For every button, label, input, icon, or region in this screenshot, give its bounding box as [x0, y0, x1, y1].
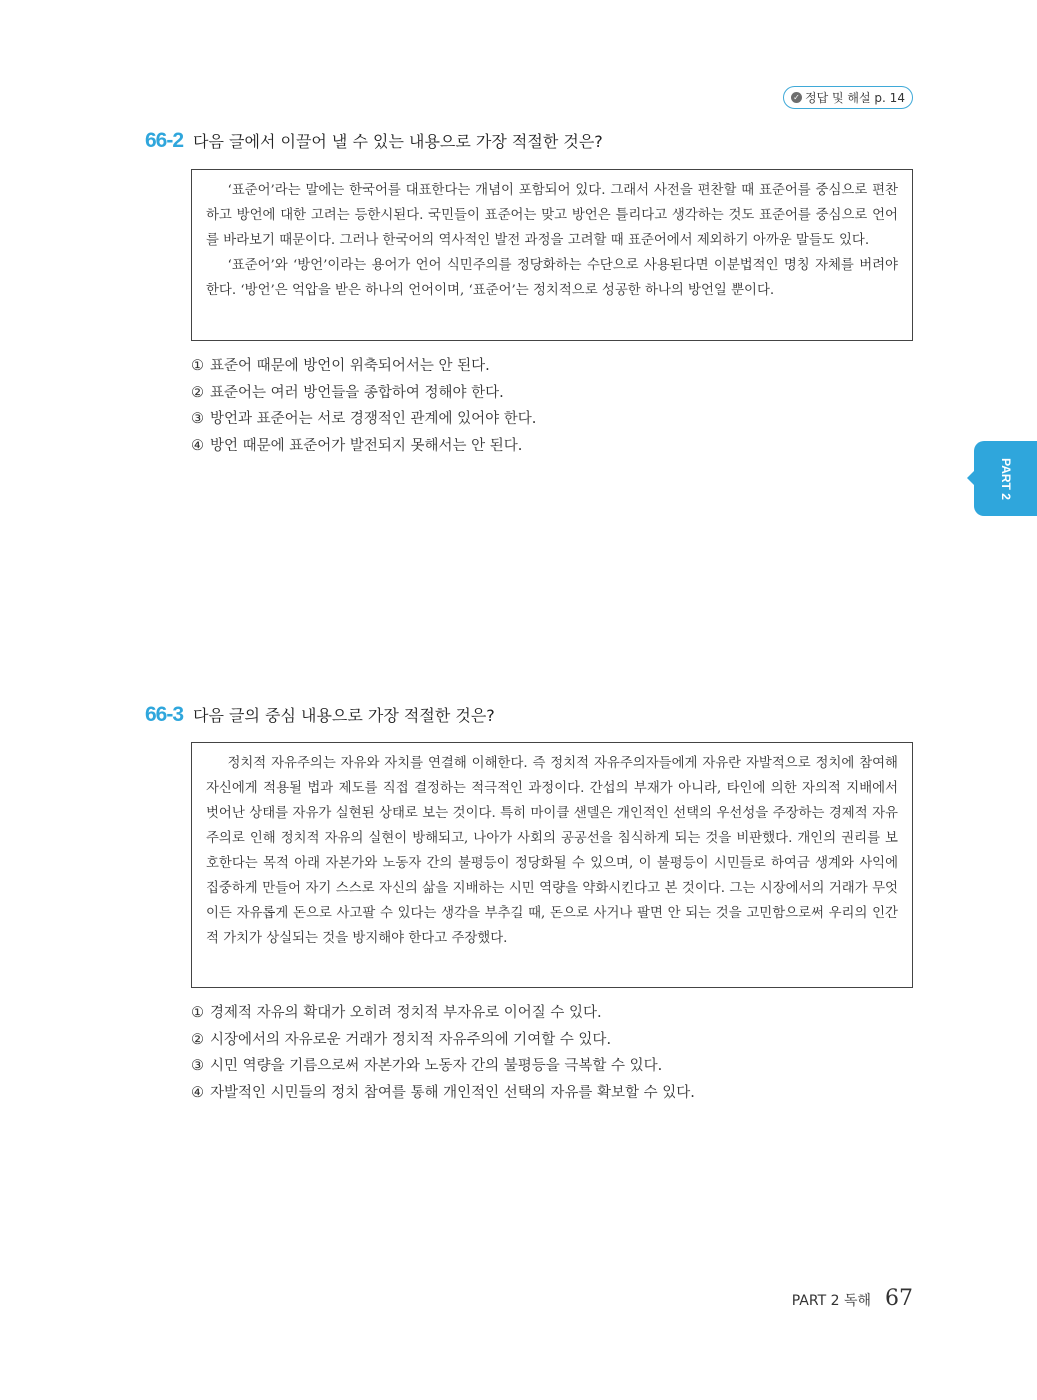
- passage-paragraph: ‘표준어’라는 말에는 한국어를 대표한다는 개념이 포함되어 있다. 그래서 사전을 편찬할 때 표준어를 중심으로 편찬하고 방언에 대한 고려는 등한시된다. 국민들이 표준어는 맞고 방언은 틀리다고 생각하는 것도 표준어를 중심으로 언어를 바라보기 때문이다. 그러나 한국어의 역사적인 발전 과정을 고려할 때 표준어에서 제외하기 아까운 말들도 있다.: [206, 183, 898, 248]
- passage-box: [191, 169, 913, 341]
- question-prompt: 다음 글의 중심 내용으로 가장 적절한 것은?: [193, 706, 495, 725]
- choice-item[interactable]: [191, 380, 536, 407]
- footer-section-label: PART 2 독해: [791, 1293, 871, 1309]
- choice-text: 자발적인 시민들의 정치 참여를 통해 개인적인 선택의 자유를 확보할 수 있다.: [210, 1084, 695, 1101]
- question-header: [145, 703, 495, 727]
- part-side-tab: [974, 441, 1037, 516]
- question-prompt: 다음 글에서 이끌어 낼 수 있는 내용으로 가장 적절한 것은?: [193, 132, 603, 151]
- choice-mark: ④: [191, 437, 204, 454]
- choice-text: 시장에서의 자유로운 거래가 정치적 자유주의에 기여할 수 있다.: [210, 1031, 612, 1048]
- part-side-tab-label: PART 2: [998, 457, 1013, 500]
- choice-text: 시민 역량을 기름으로써 자본가와 노동자 간의 불평등을 극복할 수 있다.: [210, 1058, 663, 1074]
- question-header: [145, 129, 603, 153]
- check-circle-icon: ✓: [791, 92, 802, 103]
- choice-list: [191, 1000, 695, 1106]
- question-number: 66-2: [145, 129, 184, 152]
- choice-mark: ③: [191, 1058, 204, 1074]
- choice-item[interactable]: [191, 1053, 695, 1080]
- answer-reference-text: 정답 및 해설 p. 14: [805, 91, 905, 105]
- passage-box: [191, 742, 913, 988]
- question-number: 66-3: [145, 703, 184, 726]
- choice-item[interactable]: [191, 406, 536, 433]
- choice-list: [191, 353, 536, 459]
- passage-paragraph: 정치적 자유주의는 자유와 자치를 연결해 이해한다. 즉 정치적 자유주의자들에게 자유란 자발적으로 정치에 참여해 자신에게 적용될 법과 제도를 직접 결정하는 적극적인 과정이다. 간섭의 부재가 아니라, 타인에 의한 자의적 지배에서 벗어난 상태를 자유가 실현된 상태로 보는 것이다. 특히 마이클 샌델은 개인적인 선택의 우선성을 주장하는 경제적 자유주의로 인해 정치적 자유의 실현이 방해되고, 나아가 사회의 공공선을 침식하게 되는 것을 비판했다. 개인의 권리를 보호한다는 목적 아래 자본가와 노동자 간의 불평등이 정당화될 수 있으며, 이 불평등이 시민들로 하여금 생계와 사익에 집중하게 만들어 자기 스스로 자신의 삶을 지배하는 시민 역량을 약화시킨다고 본 것이다. 그는 시장에서의 거래가 무엇이든 자유롭게 돈으로 사고팔 수 있다는 생각을 부추길 때, 돈으로 사거나 팔면 안 되는 것을 고민함으로써 우리의 인간적 가치가 상실되는 것을 방지해야 한다고 주장했다.: [206, 756, 898, 946]
- choice-item[interactable]: [191, 353, 536, 380]
- choice-text: 표준어 때문에 방언이 위축되어서는 안 된다.: [210, 358, 490, 374]
- choice-text: 경제적 자유의 확대가 오히려 정치적 부자유로 이어질 수 있다.: [210, 1005, 602, 1021]
- choice-item[interactable]: [191, 1027, 695, 1054]
- choice-mark: ①: [191, 358, 204, 374]
- choice-item[interactable]: [191, 433, 536, 460]
- choice-mark: ①: [191, 1005, 204, 1021]
- choice-text: 방언과 표준어는 서로 경쟁적인 관계에 있어야 한다.: [210, 411, 537, 427]
- choice-mark: ②: [191, 1031, 204, 1048]
- page-footer: [792, 1286, 913, 1311]
- answer-reference-badge: [783, 86, 913, 109]
- choice-item[interactable]: [191, 1000, 695, 1027]
- choice-item[interactable]: [191, 1080, 695, 1107]
- choice-text: 방언 때문에 표준어가 발전되지 못해서는 안 된다.: [210, 437, 523, 454]
- page-number: 67: [885, 1286, 913, 1311]
- choice-text: 표준어는 여러 방언들을 종합하여 정해야 한다.: [210, 384, 504, 401]
- choice-mark: ②: [191, 384, 204, 401]
- choice-mark: ④: [191, 1084, 204, 1101]
- choice-mark: ③: [191, 411, 204, 427]
- passage-paragraph: ‘표준어’와 ‘방언’이라는 용어가 언어 식민주의를 정당화하는 수단으로 사용된다면 이분법적인 명칭 자체를 버려야 한다. ‘방언’은 억압을 받은 하나의 언어이며, ‘표준어’는 정치적으로 성공한 하나의 방언일 뿐이다.: [206, 258, 898, 298]
